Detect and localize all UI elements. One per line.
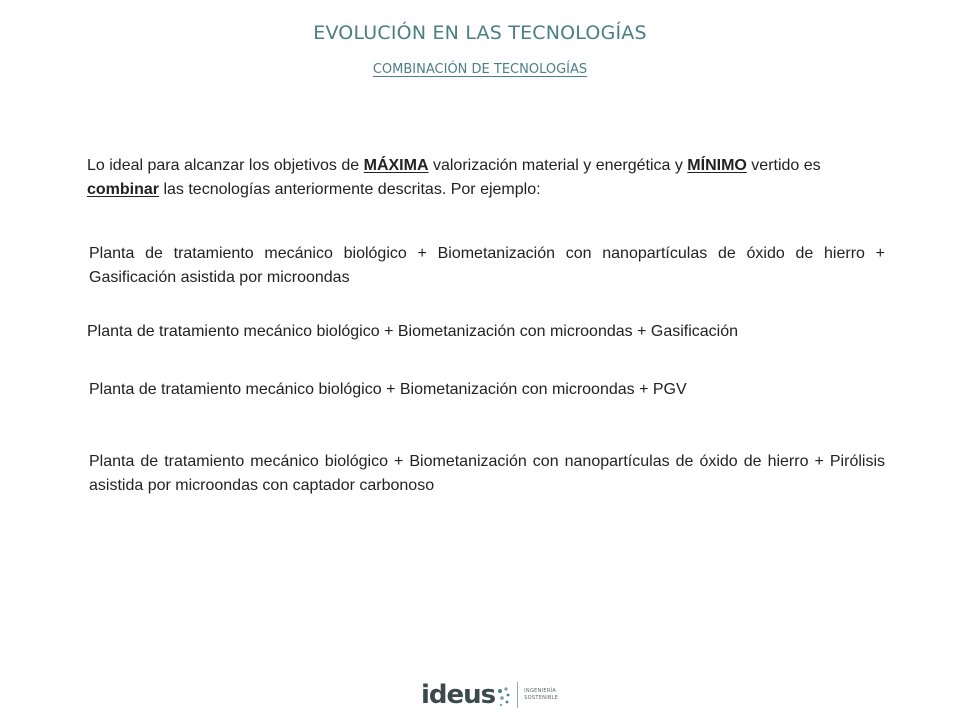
intro-text-3: vertido es (746, 157, 821, 174)
logo-separator (517, 682, 518, 708)
intro-emphasis-maxima: MÁXIMA (363, 157, 429, 174)
intro-text-1: Lo ideal para alcanzar los objetivos de (87, 157, 364, 174)
logo-tagline (524, 688, 558, 702)
example-combination-1: Planta de tratamiento mecánico biológico + Biometanización con nanopartículas de óxido de hierro + Gasificación asistida por microondas (89, 245, 885, 286)
logo-wordmark: ideus (421, 680, 496, 710)
intro-emphasis-combinar: combinar (87, 181, 160, 198)
intro-paragraph (87, 154, 887, 202)
logo-dots-icon (497, 685, 511, 709)
example-combination-3: Planta de tratamiento mecánico biológico + Biometanización con microondas + PGV (89, 381, 687, 398)
intro-text-2: valorización material y energética y (428, 157, 688, 174)
company-logo (421, 678, 558, 712)
example-combination-4: Planta de tratamiento mecánico biológico + Biometanización con nanopartículas de óxido de hierro + Pirólisis asistida por microondas con captador carbonoso (89, 453, 885, 494)
page-subtitle: COMBINACIÓN DE TECNOLOGÍAS (372, 62, 588, 77)
logo-tagline-line-2: SOSTENIBLE (524, 695, 559, 701)
intro-text-4: las tecnologías anteriormente descritas. Por ejemplo: (159, 181, 541, 198)
logo-tagline-line-1: INGENIERÍA (524, 688, 557, 694)
page-title: EVOLUCIÓN EN LAS TECNOLOGÍAS (313, 22, 647, 44)
example-combination-2: Planta de tratamiento mecánico biológico + Biometanización con microondas + Gasificación (87, 323, 739, 340)
intro-emphasis-minimo: MÍNIMO (687, 157, 747, 174)
